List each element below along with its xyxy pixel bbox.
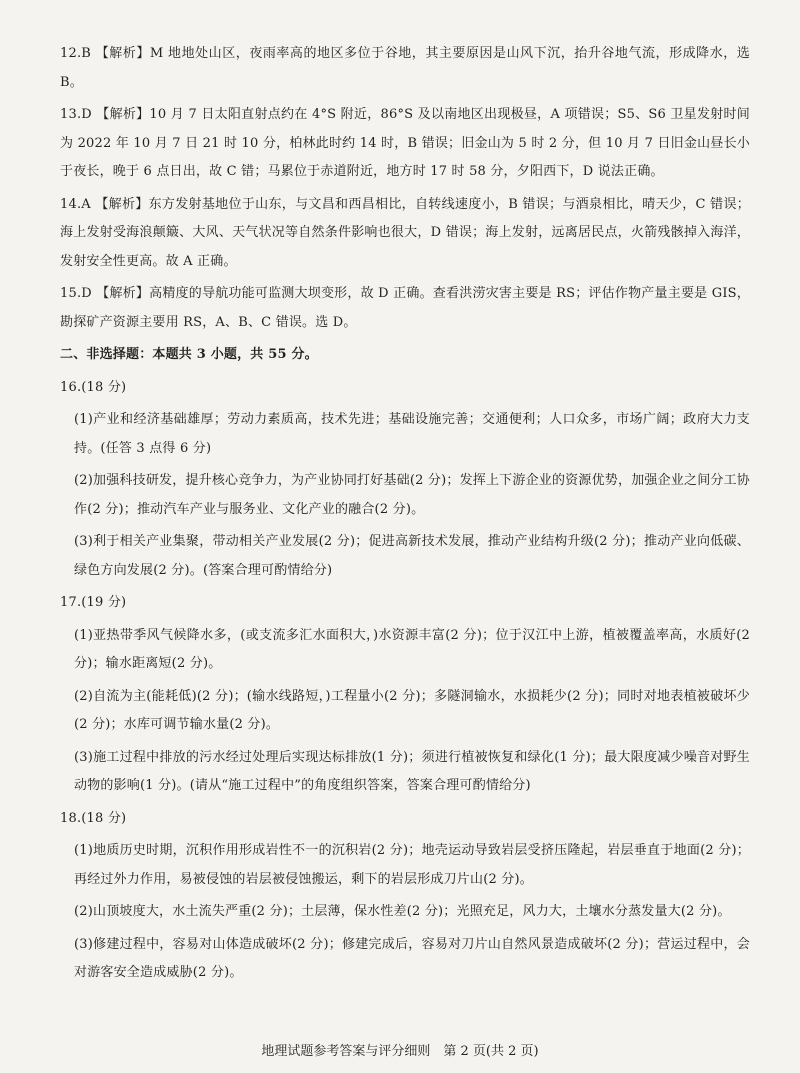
- answer-16-2: (2)加强科技研发，提升核心竞争力，为产业协同打好基础(2 分)；发挥上下游企业的资源优势，加强企业之间分工协作(2 分)；推动汽车产业与服务业、文化产业的融合(2 分)。: [74, 473, 750, 517]
- answer-18-3: (3)修建过程中，容易对山体造成破坏(2 分)；修建完成后，容易对刀片山自然风景造成破坏(2 分)；营运过程中，会对游客安全造成威胁(2 分)。: [74, 936, 750, 980]
- answer-17-3: (3)施工过程中排放的污水经过处理后实现达标排放(1 分)；须进行植被恢复和绿化(1 分)；最大限度减少噪音对野生动物的影响(1 分)。(请从“施工过程中”的角度组织答案，答案合理可酌情给分): [74, 749, 750, 793]
- section-title-nonchoice: 二、非选择题：本题共 3 小题，共 55 分。: [60, 347, 318, 362]
- question-17-header: 17.(19 分): [60, 595, 127, 610]
- answer-content: [60, 40, 750, 992]
- answer-17-1: (1)亚热带季风气候降水多，(或支流多汇水面积大，)水资源丰富(2 分)；位于汉江中上游，植被覆盖率高，水质好(2 分)；输水距离短(2 分)。: [74, 627, 750, 671]
- answer-q13: 13.D 【解析】10 月 7 日太阳直射点约在 4°S 附近，86°S 及以南地区出现极昼，A 项错误；S5、S6 卫星发射时间为 2022 年 10 月 7 日 21 时 10 分，柏林此时约 14 时，B 错误；旧金山为 5 时 2 分，但 10 月 7 日旧金山昼长小于夜长，晚于 6 点日出，故 C 错；马累位于赤道附近，地方时 17 时 58 分，夕阳西下，D 说法正确。: [60, 107, 750, 179]
- question-18-header: 18.(18 分): [60, 810, 127, 826]
- answer-16-1: (1)产业和经济基础雄厚；劳动力素质高，技术先进；基础设施完善；交通便利；人口众多，市场广阔；政府大力支持。(任答 3 点得 6 分): [74, 412, 750, 456]
- answer-q12: 12.B 【解析】M 地地处山区，夜雨率高的地区多位于谷地，其主要原因是山风下沉，抬升谷地气流，形成降水，选 B。: [60, 46, 750, 90]
- answer-q15: 15.D 【解析】高精度的导航功能可监测大坝变形，故 D 正确。查看洪涝灾害主要是 RS；评估作物产量主要是 GIS，勘探矿产资源主要用 RS，A、B、C 错误。选 D。: [60, 286, 750, 330]
- answer-18-1: (1)地质历史时期，沉积作用形成岩性不一的沉积岩(2 分)；地壳运动导致岩层受挤压隆起，岩层垂直于地面(2 分)；再经过外力作用，易被侵蚀的岩层被侵蚀搬运，剩下的岩层形成刀片山(2 分)。: [74, 843, 750, 887]
- answer-16-3: (3)利于相关产业集聚，带动相关产业发展(2 分)；促进高新技术发展，推动产业结构升级(2 分)；推动产业向低碳、绿色方向发展(2 分)。(答案合理可酌情给分): [74, 534, 750, 578]
- page-footer: 地理试题参考答案与评分细则 第 2 页(共 2 页): [261, 1044, 539, 1059]
- question-16-header: 16.(18 分): [60, 379, 127, 395]
- answer-q14: 14.A 【解析】东方发射基地位于山东，与文昌和西昌相比，自转线速度小，B 错误；与酒泉相比，晴天少，C 错误；海上发射受海浪颠簸、大风、天气状况等自然条件影响也很大，D 错误；海上发射，远离居民点，火箭残骸掉入海洋，发射安全性更高。故 A 正确。: [60, 196, 750, 269]
- answer-17-2: (2)自流为主(能耗低)(2 分)；(输水线路短，)工程量小(2 分)；多隧洞输水，水损耗少(2 分)；同时对地表植被破坏少(2 分)；水库可调节输水量(2 分)。: [74, 688, 750, 732]
- answer-18-2: (2)山顶坡度大，水土流失严重(2 分)；土层薄，保水性差(2 分)；光照充足，风力大，土壤水分蒸发量大(2 分)。: [74, 904, 731, 919]
